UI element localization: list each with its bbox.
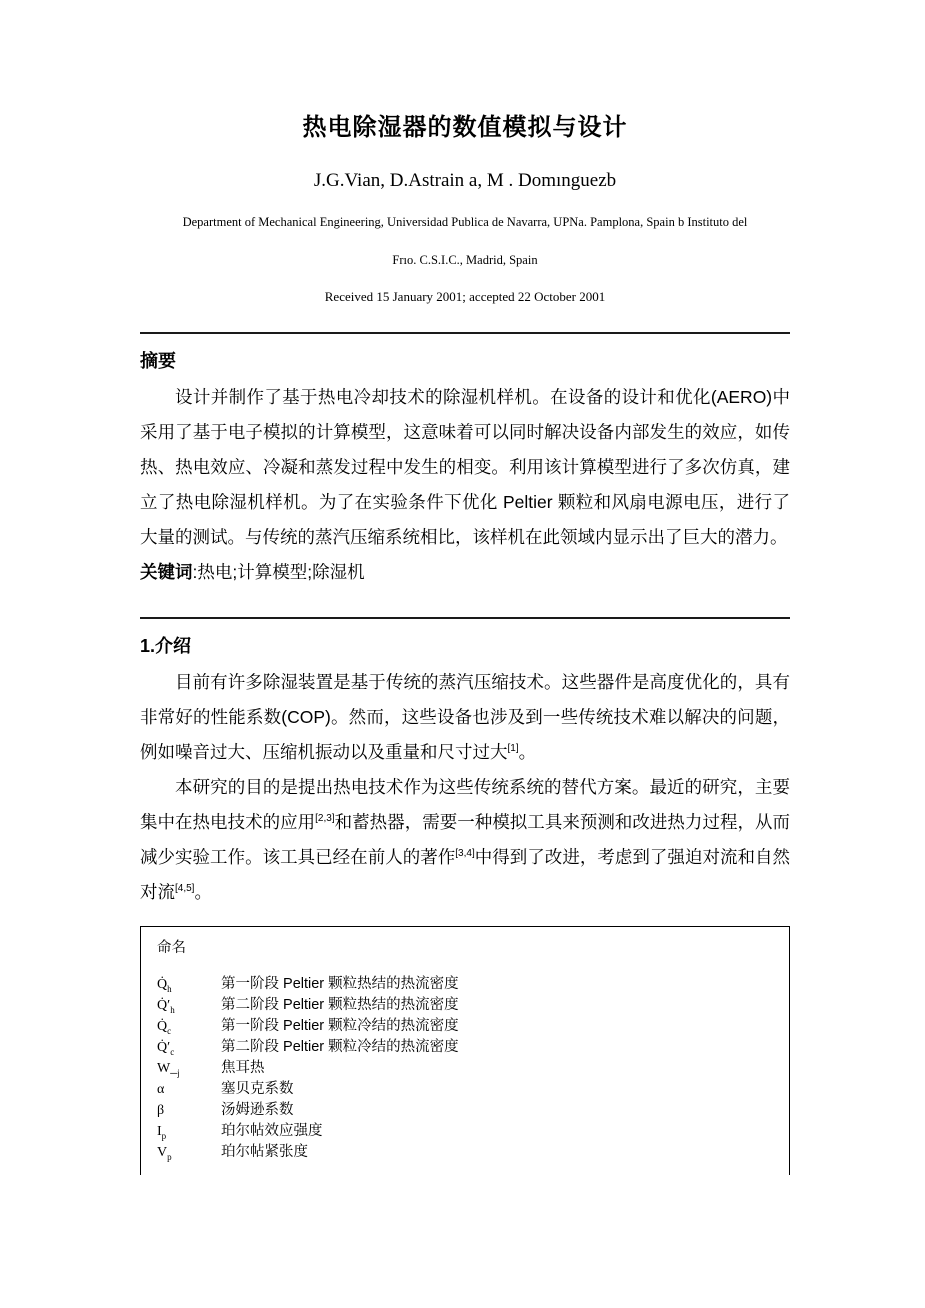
symbol: β <box>157 1103 165 1118</box>
abstract-heading: 摘要 <box>140 351 176 371</box>
authors-line: J.G.Vian, D.Astrain a, M . Domınguezb <box>313 170 617 191</box>
nomenclature-row <box>157 1037 773 1058</box>
nomenclature-row <box>157 1100 773 1121</box>
nomenclature-row <box>157 974 773 995</box>
symbol: $Q̇_h$ <box>157 977 172 994</box>
symbol-definition: 塞贝克系数 <box>221 1081 294 1097</box>
symbol-definition: 珀尔帖紧张度 <box>221 1144 308 1160</box>
introduction-heading: 1.介绍 <box>140 636 192 656</box>
paper-title: 热电除湿器的数值模拟与设计 <box>302 114 628 141</box>
nomenclature-row <box>157 1121 773 1142</box>
symbol: $Q̇'_c$ <box>157 1040 175 1057</box>
nomenclature-list <box>157 974 773 1163</box>
symbol-definition: 第二阶段 Peltier 颗粒冷结的热流密度 <box>221 1039 459 1055</box>
symbol: α <box>157 1082 165 1097</box>
symbol: $W\__j$ <box>157 1061 180 1078</box>
symbol-definition: 汤姆逊系数 <box>221 1102 294 1118</box>
section-divider-abstract <box>140 332 790 334</box>
intro-paragraph-1: 目前有许多除湿装置是基于传统的蒸汽压缩技术。这些器件是高度优化的，具有非常好的性能系数(COP)。然而，这些设备也涉及到一些传统技术难以解决的问题，例如噪音过大、压缩机振动以及重量和尺寸过大[1]。 <box>140 672 790 762</box>
symbol: $Q̇_c$ <box>157 1019 172 1036</box>
nomenclature-row <box>157 1058 773 1079</box>
section-divider-introduction <box>140 617 790 619</box>
abstract-paragraph: 设计并制作了基于热电冷却技术的除湿机样机。在设备的设计和优化(AERO)中采用了基于电子模拟的计算模型，这意味着可以同时解决设备内部发生的效应，如传热、热电效应、冷凝和蒸发过程中发生的相变。利用该计算模型进行了多次仿真，建立了热电除湿机样机。为了在实验条件下优化 Peltier 颗粒和风扇电源电压，进行了大量的测试。与传统的蒸汽压缩系统相比，该样机在此领域内显示出了巨大的潜力。 <box>140 387 790 547</box>
nomenclature-row <box>157 1142 773 1163</box>
keywords-text: :热电;计算模型;除湿机 <box>192 562 365 582</box>
received-line: Received 15 January 2001; accepted 22 October 2001 <box>324 289 606 304</box>
symbol-definition: 珀尔帖效应强度 <box>221 1123 323 1139</box>
affiliation-line-1: Department of Mechanical Engineering, Universidad Publica de Navarra, UPNa. Pamplona, Spain b Instituto del <box>182 215 748 229</box>
nomenclature-heading: 命名 <box>157 940 186 956</box>
nomenclature-box <box>140 926 790 1175</box>
intro-paragraph-2: 本研究的目的是提出热电技术作为这些传统系统的替代方案。最近的研究，主要集中在热电技术的应用[2,3]和蓄热器，需要一种模拟工具来预测和改进热力过程，从而减少实验工作。该工具已经在前人的著作[3,4]中得到了改进，考虑到了强迫对流和自然对流[4,5]。 <box>140 777 791 902</box>
nomenclature-row <box>157 995 773 1016</box>
symbol: $Q̇'_h$ <box>157 998 175 1015</box>
symbol: $V_p$ <box>157 1145 172 1162</box>
symbol-definition: 第一阶段 Peltier 颗粒冷结的热流密度 <box>221 1018 459 1034</box>
symbol: $I_p$ <box>157 1124 167 1141</box>
symbol-definition: 焦耳热 <box>221 1060 265 1076</box>
affiliation-line-2: Frıo. C.S.I.C., Madrid, Spain <box>392 253 538 267</box>
nomenclature-row <box>157 1079 773 1100</box>
symbol-definition: 第二阶段 Peltier 颗粒热结的热流密度 <box>221 997 459 1013</box>
keywords-label: 关键词 <box>140 562 193 582</box>
keywords-line <box>140 555 790 590</box>
nomenclature-row <box>157 1016 773 1037</box>
symbol-definition: 第一阶段 Peltier 颗粒热结的热流密度 <box>221 976 459 992</box>
